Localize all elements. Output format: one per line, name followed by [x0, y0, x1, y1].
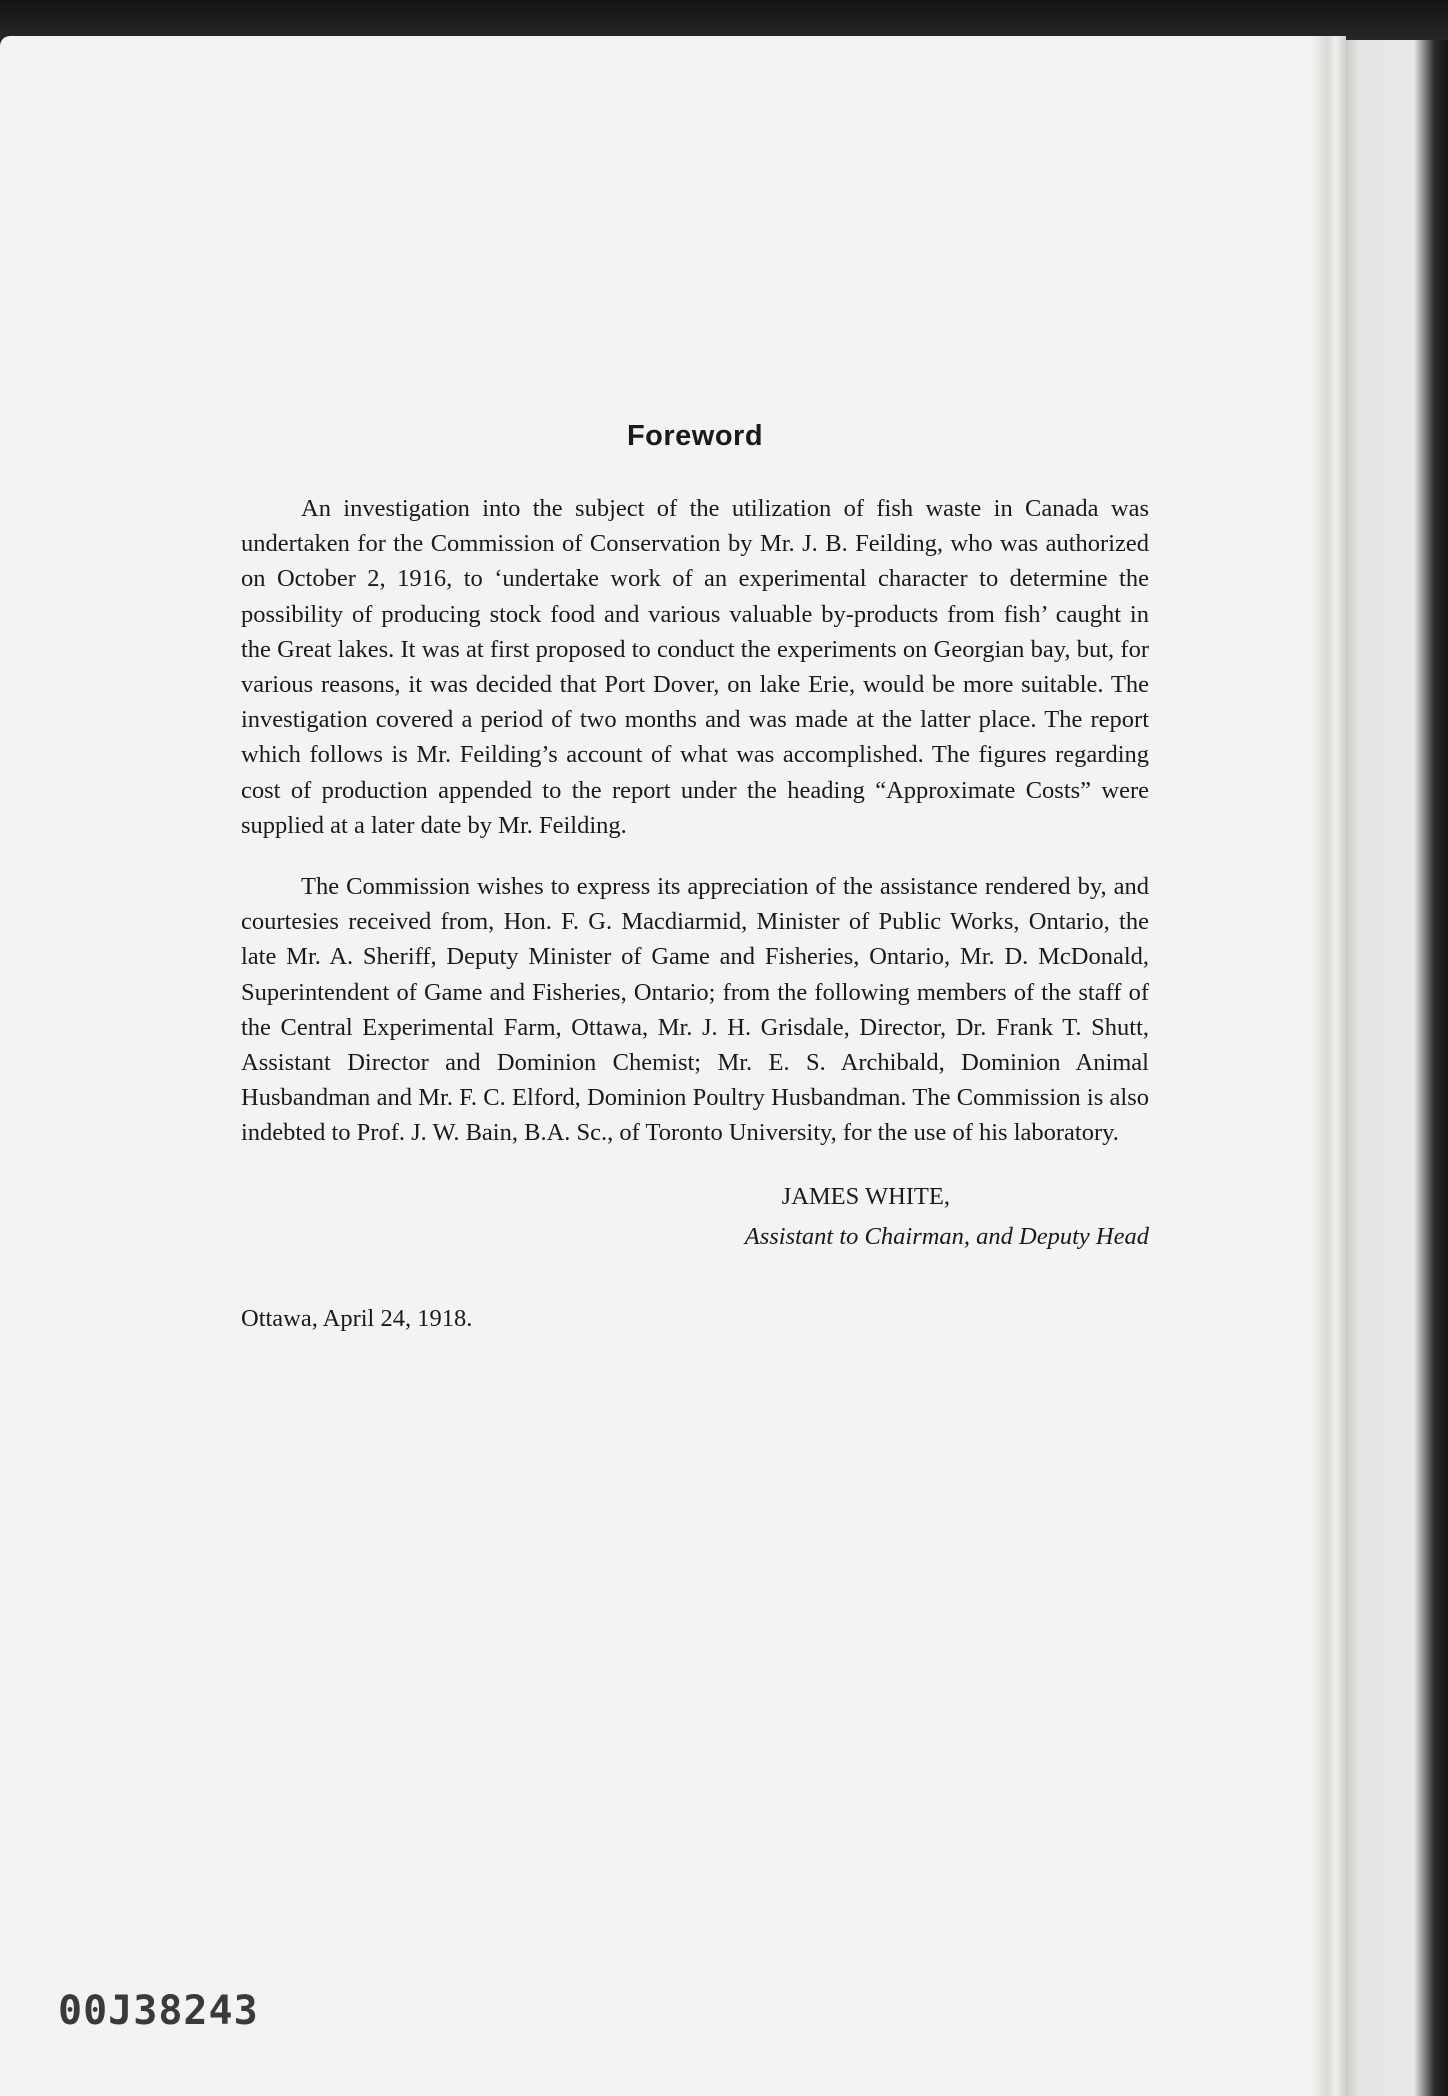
- signatory-name: JAMES WHITE,: [781, 1182, 950, 1210]
- scan-top-border: [0, 0, 1448, 40]
- adjacent-page-edge: [1414, 40, 1448, 2096]
- archive-stamp-number: 00J38243: [58, 1988, 259, 2034]
- page-fold-edge: [1312, 36, 1346, 2096]
- paragraph-investigation: An investigation into the subject of the utilization of fish waste in Canada was undertaken for the Commission of Conservation by Mr. J. B. Feilding, who was authorized on October 2, 1916, to ‘undertake work of an experimental character to determine the possibility of producing stock food and various valuable by-products from fish’ caught in the Great lakes. It was at first proposed to conduct the experiments on Georgian bay, but, for various reasons, it was decided that Port Dover, on lake Erie, would be more suitable. The investigation covered a period of two months and was made at the latter place. The report which follows is Mr. Feilding’s account of what was accomplished. The figures regarding cost of production appended to the report under the heading “Approximate Costs” were supplied at a later date by Mr. Feilding.: [241, 495, 1149, 839]
- signature-block: [241, 1177, 1149, 1257]
- paragraph-acknowledgements: The Commission wishes to express its appreciation of the assistance rendered by, and courtesies received from, Hon. F. G. Macdiarmid, Minister of Public Works, Ontario, the late Mr. A. Sheriff, Deputy Minister of Game and Fisheries, Ontario, Mr. D. McDonald, Superintendent of Game and Fisheries, Ontario; from the following members of the staff of the Central Experimental Farm, Ottawa, Mr. J. H. Grisdale, Director, Dr. Frank T. Shutt, Assistant Director and Dominion Chemist; Mr. E. S. Archibald, Dominion Animal Husbandman and Mr. F. C. Elford, Dominion Poultry Husbandman. The Commission is also indebted to Prof. J. W. Bain, B.A. Sc., of Toronto University, for the use of his laboratory.: [241, 873, 1149, 1147]
- place-and-date: Ottawa, April 24, 1918.: [241, 1304, 473, 1332]
- page-title: Foreword: [626, 420, 764, 452]
- signatory-title: Assistant to Chairman, and Deputy Head: [744, 1222, 1149, 1250]
- page-content: [241, 420, 1149, 1333]
